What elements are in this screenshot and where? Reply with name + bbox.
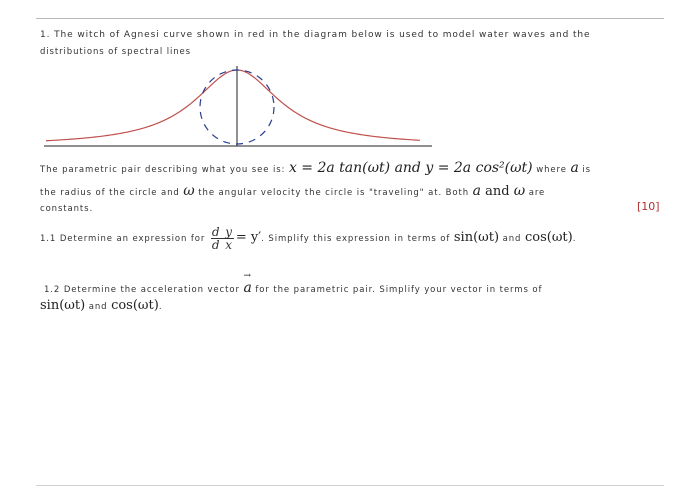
- witch-of-agnesi-diagram: [40, 60, 440, 155]
- q11-end: .: [572, 234, 577, 244]
- question-1-2: [44, 271, 543, 296]
- question-1-2-line2: [40, 298, 162, 313]
- q12-cos: cos(ωt): [111, 298, 159, 313]
- parametric-description-line3: constants.: [40, 204, 94, 214]
- q11-cos: cos(ωt): [524, 230, 573, 245]
- dy-dx-fraction: [211, 226, 234, 251]
- q12-lead: 1.2 Determine the acceleration vector: [44, 285, 244, 295]
- question-title-continued: distributions of spectral lines: [40, 47, 191, 57]
- line2-mid: the angular velocity the circle is "traveling" at. Both: [194, 188, 473, 198]
- vector-symbol: a: [243, 280, 252, 296]
- q12-and: and: [85, 302, 112, 312]
- omega-symbol: ω: [183, 183, 195, 199]
- fraction-numerator: d y: [211, 225, 233, 239]
- parametric-description-line2: [40, 183, 545, 199]
- q11-sin: sin(ωt): [453, 230, 500, 245]
- acceleration-vector: [243, 271, 252, 296]
- line2-and: and: [480, 184, 514, 199]
- parametric-description: [40, 160, 591, 176]
- x-equation: x = 2a tan(ωt) and: [288, 160, 426, 176]
- question-title: 1. The witch of Agnesi curve shown in red in the diagram below is used to model water waves and the: [40, 30, 591, 40]
- q11-lead: 1.1 Determine an expression for: [40, 234, 209, 244]
- fraction-denominator: d x: [211, 238, 233, 252]
- is-text: is: [578, 165, 592, 175]
- line2-post: are: [525, 188, 546, 198]
- vector-arrow: →: [243, 271, 251, 281]
- a-symbol: a: [570, 160, 579, 176]
- question-1-1: [40, 226, 576, 251]
- y-equation: y = 2a cos²(ωt): [425, 160, 533, 176]
- line2-a-symbol: a: [472, 183, 481, 199]
- line2-pre: the radius of the circle and: [40, 188, 184, 198]
- q11-and: and: [499, 234, 525, 244]
- marks-badge: [10]: [637, 200, 660, 213]
- param-lead: The parametric pair describing what you see is:: [40, 165, 289, 175]
- line2-omega-symbol: ω: [513, 183, 526, 199]
- q11-mid: . Simplify this expression in terms of: [261, 234, 454, 244]
- q12-mid: for the parametric pair. Simplify your vector in terms of: [251, 285, 543, 295]
- agnesi-curve: [46, 70, 420, 141]
- q12-end: .: [158, 302, 163, 312]
- y-prime: = y′: [235, 230, 262, 245]
- where-text: where: [532, 165, 571, 175]
- q12-sin: sin(ωt): [40, 298, 86, 313]
